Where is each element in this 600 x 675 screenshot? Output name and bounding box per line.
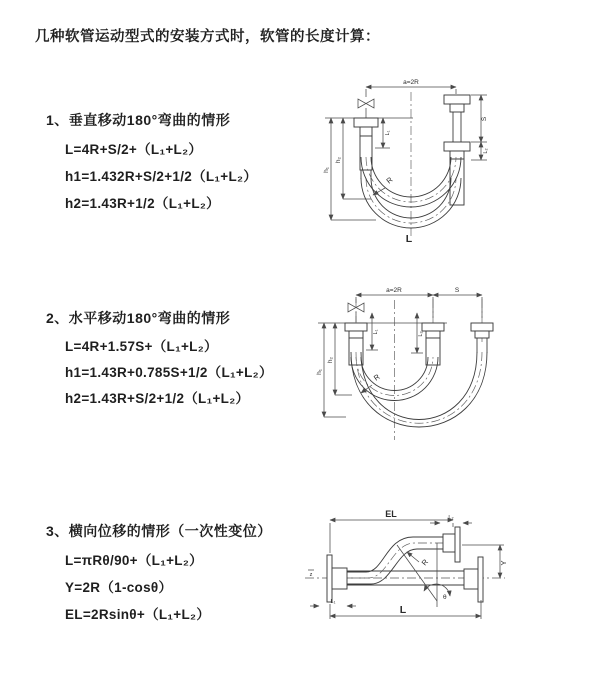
section-1-formula-L: L=4R+S/2+（L₁+L₂）: [65, 142, 203, 157]
axis-mark: z: [309, 572, 313, 578]
section-3-formula-EL: EL=2Rsinθ+（L₁+L₂）: [65, 607, 211, 622]
theta-label: θ: [443, 594, 447, 601]
section-2-heading: 2、水平移动180°弯曲的情形: [46, 310, 231, 326]
radius-label: R: [384, 175, 395, 186]
dim-label-s: S: [481, 116, 488, 122]
dim-label-l1: L₁: [373, 329, 379, 335]
left-flange: [327, 555, 347, 602]
section-3-heading: 3、横向位移的情形（一次性变位）: [46, 523, 272, 539]
hose-u-moved: [351, 352, 487, 427]
dim-label-h1: h₁: [316, 369, 323, 375]
right-fitting: [444, 95, 470, 205]
left-fitting: [354, 118, 378, 179]
dim-label-l1: L₁: [385, 130, 391, 136]
valve-icon: [358, 99, 374, 118]
right-fitting: [471, 323, 493, 353]
dim-label-h2: h₂: [327, 356, 334, 364]
dim-label-s: S: [454, 287, 460, 294]
section-2-formula-h1: h1=1.43R+0.785S+1/2（L₁+L₂）: [65, 365, 273, 380]
dim-label-a2r: a=2R: [386, 287, 402, 294]
section-2-formula-L: L=4R+1.57S+（L₁+L₂）: [65, 339, 218, 354]
dim-label-l2: L₂: [418, 331, 424, 337]
diagram-horizontal-180-bend: [300, 283, 510, 448]
radius-label: R: [419, 557, 431, 568]
dim-label-y: Y: [499, 560, 508, 566]
section-1-heading: 1、垂直移动180°弯曲的情形: [46, 112, 231, 128]
section-1-formula-h1: h1=1.432R+S/2+1/2（L₁+L₂）: [65, 169, 258, 184]
page-title: 几种软管运动型式的安装方式时，软管的长度计算：: [35, 29, 380, 45]
section-2-formula-h2: h2=1.43R+S/2+1/2（L₁+L₂）: [65, 391, 250, 406]
dim-label-l2: L₂: [483, 148, 489, 154]
dim-label-h1: h₁: [323, 167, 330, 173]
original-position-pipe: [347, 557, 483, 602]
dim-label-h2: h₂: [335, 156, 342, 164]
section-1-formula-h2: h2=1.43R+1/2（L₁+L₂）: [65, 196, 220, 211]
section-3-formula-L: L=πRθ/90+（L₁+L₂）: [65, 553, 203, 568]
dim-label-el: EL: [385, 509, 397, 519]
dim-label-l1: L₁: [330, 599, 336, 605]
diagram-lateral-displacement: [295, 497, 510, 627]
diagram-vertical-180-bend: [300, 78, 500, 258]
section-3-formula-Y: Y=2R（1-cosθ）: [65, 580, 173, 595]
displaced-hose: [347, 527, 460, 584]
radius-label: R: [371, 372, 382, 383]
dim-label-a2r: a=2R: [403, 79, 419, 86]
length-label: L: [399, 604, 407, 616]
radius-construction-line: [397, 545, 437, 601]
length-label: L: [405, 233, 413, 245]
dim-label-l2: L₂: [448, 515, 454, 521]
